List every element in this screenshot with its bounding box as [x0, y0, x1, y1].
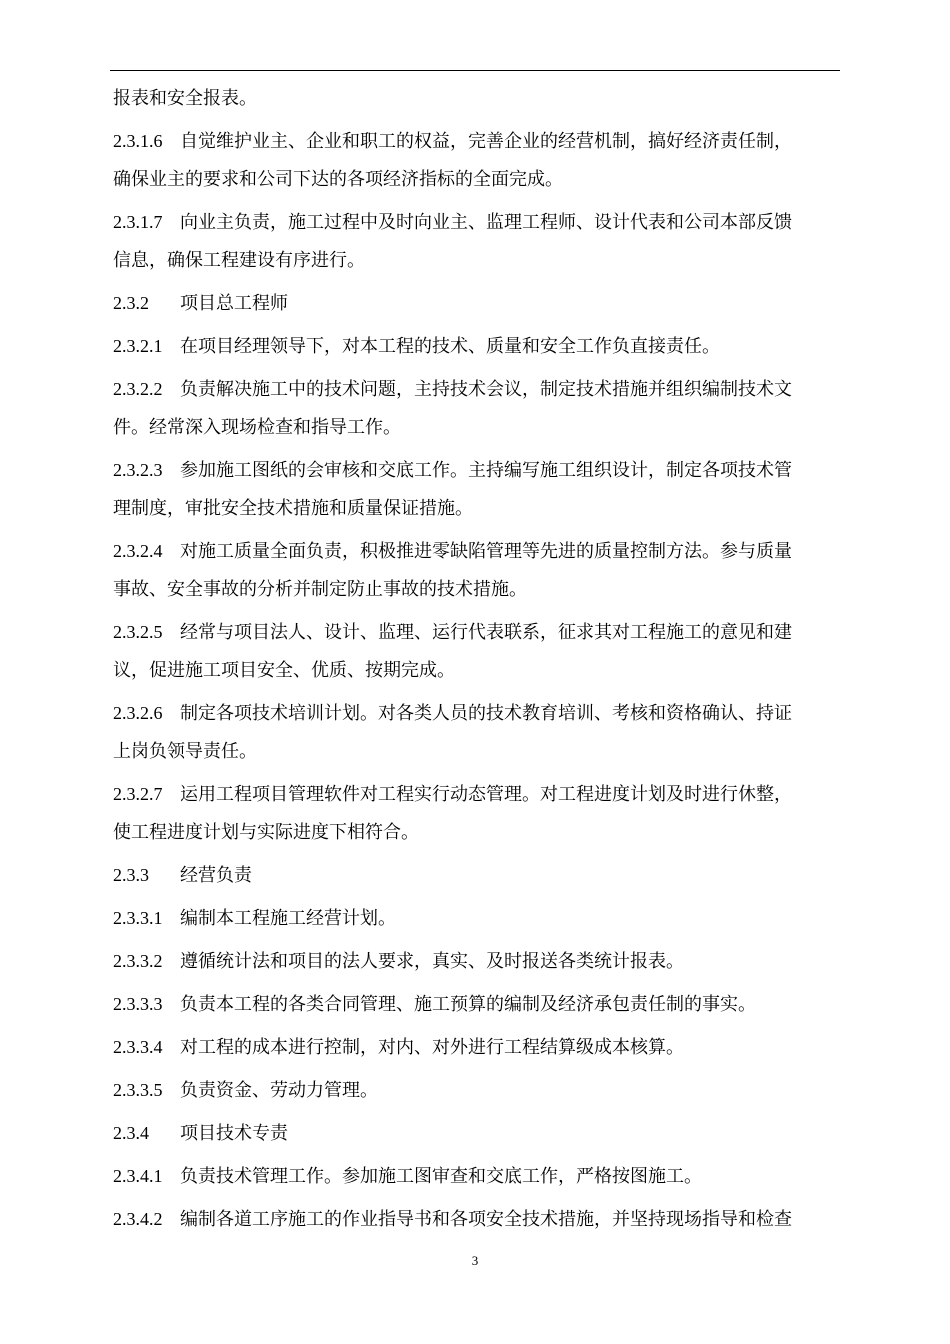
clause-2-3-2-4 — [113, 532, 825, 609]
clause-2-3-4-2 — [113, 1200, 825, 1239]
text-line — [113, 122, 825, 161]
clause-text: 事故、安全事故的分析并制定防止事故的技术措施。 — [113, 579, 527, 600]
text-line — [113, 775, 825, 814]
text-line — [113, 652, 825, 690]
text-line — [113, 1071, 825, 1110]
clause-2-3-2-6 — [113, 694, 825, 771]
clause-number: 2.3.4 — [113, 1123, 149, 1143]
clause-text: 对施工质量全面负责，积极推进零缺陷管理等先进的质量控制方法。参与质量 — [180, 541, 792, 562]
clause-2-3-4 — [113, 1114, 825, 1153]
clause-text: 编制本工程施工经营计划。 — [180, 908, 396, 929]
clause-text: 报表和安全报表。 — [113, 88, 257, 109]
clause-text: 负责资金、劳动力管理。 — [180, 1080, 378, 1101]
clause-number: 2.3.1.6 — [113, 131, 163, 151]
text-line — [113, 1028, 825, 1067]
text-line — [113, 451, 825, 490]
clause-text: 议，促进施工项目安全、优质、按期完成。 — [113, 660, 455, 681]
clause-2-3-3 — [113, 856, 825, 895]
clause-text: 向业主负责，施工过程中及时向业主、监理工程师、设计代表和公司本部反馈 — [180, 212, 792, 233]
clause-text: 参加施工图纸的会审核和交底工作。主持编写施工组织设计，制定各项技术管 — [180, 460, 792, 481]
clause-number: 2.3.2.4 — [113, 541, 163, 561]
clause-text: 对工程的成本进行控制，对内、对外进行工程结算级成本核算。 — [180, 1037, 684, 1058]
clause-2-3-2-2 — [113, 370, 825, 447]
clause-text: 编制各道工序施工的作业指导书和各项安全技术措施，并坚持现场指导和检查 — [180, 1209, 792, 1230]
clause-2-3-1-7 — [113, 203, 825, 280]
clause-2-3-1-6 — [113, 122, 825, 199]
clause-number: 2.3.3.2 — [113, 951, 163, 971]
text-line — [113, 532, 825, 571]
clause-number: 2.3.2.2 — [113, 379, 163, 399]
clause-number: 2.3.2.1 — [113, 336, 163, 356]
clause-number: 2.3.1.7 — [113, 212, 163, 232]
clause-text: 自觉维护业主、企业和职工的权益，完善企业的经营机制，搞好经济责任制， — [180, 131, 792, 152]
text-line — [113, 856, 825, 895]
clause-number: 2.3.3.3 — [113, 994, 163, 1014]
clause-text: 确保业主的要求和公司下达的各项经济指标的全面完成。 — [113, 169, 563, 190]
clause-number: 2.3.2.5 — [113, 622, 163, 642]
clause-2-3-3-3 — [113, 985, 825, 1024]
text-line — [113, 1200, 825, 1239]
clause-text: 负责本工程的各类合同管理、施工预算的编制及经济承包责任制的事实。 — [180, 994, 756, 1015]
text-line — [113, 1114, 825, 1153]
text-line — [113, 571, 825, 609]
document-body — [113, 80, 825, 1243]
text-line — [113, 370, 825, 409]
text-line — [113, 942, 825, 981]
text-line — [113, 80, 825, 118]
clause-text: 在项目经理领导下，对本工程的技术、质量和安全工作负直接责任。 — [180, 336, 720, 357]
clause-2-3-3-1 — [113, 899, 825, 938]
clause-number: 2.3.2.6 — [113, 703, 163, 723]
clause-text: 经常与项目法人、设计、监理、运行代表联系，征求其对工程施工的意见和建 — [180, 622, 792, 643]
clause-number: 2.3.2.3 — [113, 460, 163, 480]
clause-text: 理制度，审批安全技术措施和质量保证措施。 — [113, 498, 473, 519]
text-line — [113, 1157, 825, 1196]
clause-number: 2.3.3.1 — [113, 908, 163, 928]
header-rule — [110, 70, 840, 71]
clause-text: 信息，确保工程建设有序进行。 — [113, 250, 365, 271]
text-line — [113, 203, 825, 242]
text-line — [113, 899, 825, 938]
clause-text: 项目总工程师 — [180, 293, 288, 314]
clause-2-3-2-5 — [113, 613, 825, 690]
text-line — [113, 613, 825, 652]
clause-number: 2.3.2 — [113, 293, 149, 313]
clause-2-3-2-7 — [113, 775, 825, 852]
text-line — [113, 327, 825, 366]
clause-2-3-4-1 — [113, 1157, 825, 1196]
clause-number: 2.3.4.1 — [113, 1166, 163, 1186]
text-line — [113, 694, 825, 733]
clause-text: 负责解决施工中的技术问题，主持技术会议，制定技术措施并组织编制技术文 — [180, 379, 792, 400]
page-number: 3 — [471, 1253, 479, 1268]
text-line — [113, 490, 825, 528]
clause-text: 件。经常深入现场检查和指导工作。 — [113, 417, 401, 438]
clause-text: 运用工程项目管理软件对工程实行动态管理。对工程进度计划及时进行休整， — [180, 784, 792, 805]
clause-2-3-3-5 — [113, 1071, 825, 1110]
clause-text: 项目技术专责 — [180, 1123, 288, 1144]
clause-number: 2.3.4.2 — [113, 1209, 163, 1229]
clause-2-3-2-3 — [113, 451, 825, 528]
clause-number: 2.3.3 — [113, 865, 149, 885]
text-line — [113, 242, 825, 280]
text-line — [113, 161, 825, 199]
continued-text — [113, 80, 825, 118]
clause-number: 2.3.3.4 — [113, 1037, 163, 1057]
clause-2-3-3-2 — [113, 942, 825, 981]
clause-text: 制定各项技术培训计划。对各类人员的技术教育培训、考核和资格确认、持证 — [180, 703, 792, 724]
text-line — [113, 985, 825, 1024]
clause-2-3-3-4 — [113, 1028, 825, 1067]
text-line — [113, 733, 825, 771]
clause-number: 2.3.2.7 — [113, 784, 163, 804]
text-line — [113, 814, 825, 852]
clause-text: 上岗负领导责任。 — [113, 741, 257, 762]
clause-number: 2.3.3.5 — [113, 1080, 163, 1100]
clause-text: 使工程进度计划与实际进度下相符合。 — [113, 822, 419, 843]
clause-text: 遵循统计法和项目的法人要求，真实、及时报送各类统计报表。 — [180, 951, 684, 972]
text-line — [113, 409, 825, 447]
clause-2-3-2-1 — [113, 327, 825, 366]
text-line — [113, 284, 825, 323]
clause-text: 负责技术管理工作。参加施工图审查和交底工作，严格按图施工。 — [180, 1166, 702, 1187]
clause-2-3-2 — [113, 284, 825, 323]
clause-text: 经营负责 — [180, 865, 252, 886]
